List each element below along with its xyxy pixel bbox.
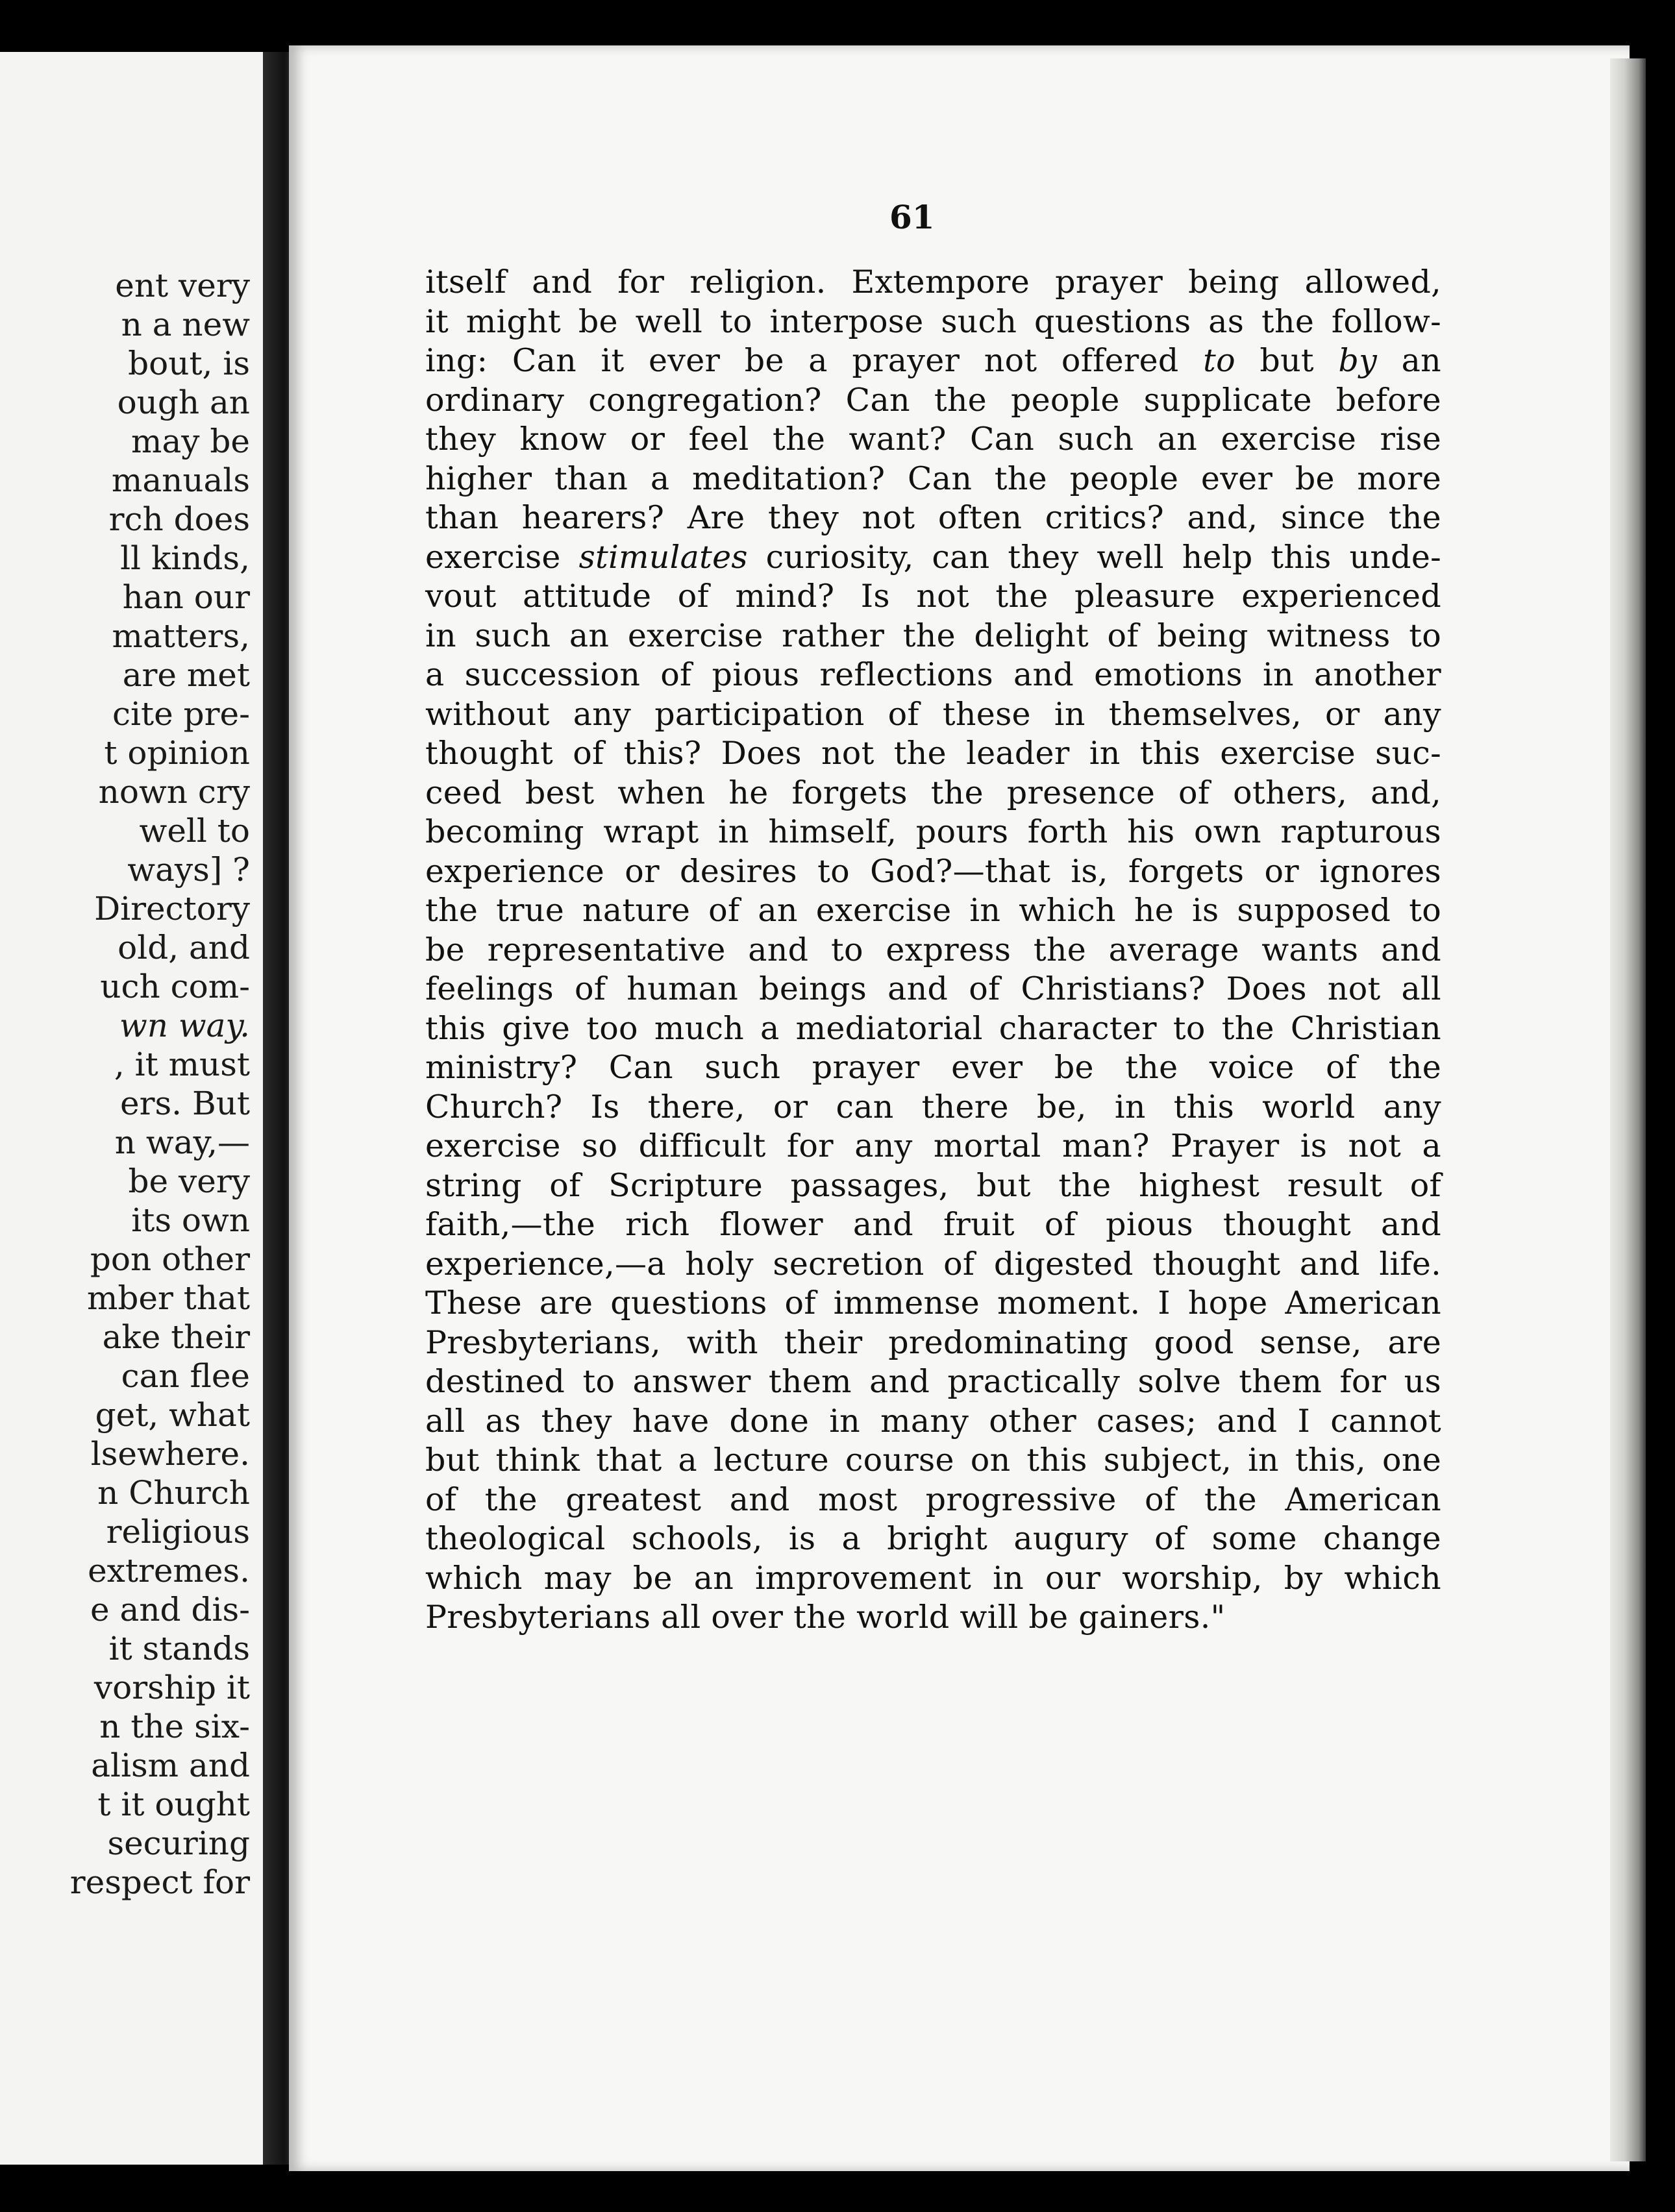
- left-page-line: manuals: [111, 461, 250, 499]
- left-page-line: e and dis-: [90, 1591, 250, 1628]
- text-line: These are questions of immense moment. I hope American: [425, 1284, 1441, 1321]
- text-line: Presbyterians all over the world will be gainers.": [425, 1599, 1226, 1636]
- left-page-line: ough an: [117, 384, 250, 421]
- left-page-line: religious: [106, 1513, 250, 1551]
- left-page-line: nown cry: [98, 773, 250, 811]
- text-line: theological schools, is a bright augury of some change: [425, 1520, 1441, 1557]
- left-page-line: old, and: [118, 929, 250, 966]
- left-page-line: ways] ?: [127, 851, 250, 889]
- left-page-line: respect for: [69, 1863, 250, 1901]
- left-page-line: matters,: [112, 617, 250, 655]
- left-page-line: securing: [107, 1825, 250, 1862]
- left-page-line: well to: [139, 812, 250, 850]
- left-page-line: alism and: [91, 1747, 250, 1784]
- left-page-line: n Church: [97, 1474, 250, 1512]
- text-line: ing: Can it ever be a prayer not offered to but by an: [425, 342, 1441, 379]
- text-line: experience or desires to God?—that is, forgets or ignores: [425, 852, 1441, 890]
- text-line: ceed best when he forgets the presence of others, and,: [425, 774, 1441, 811]
- left-page-line: t it ought: [97, 1786, 250, 1823]
- text-line: Presbyterians, with their predominating good sense, are: [425, 1323, 1441, 1361]
- text-line: it might be well to interpose such questions as the follow-: [425, 302, 1441, 340]
- text-line: all as they have done in many other cases; and I cannot: [425, 1402, 1441, 1440]
- text-line: exercise stimulates curiosity, can they well help this unde-: [425, 538, 1441, 576]
- left-page-line: ll kinds,: [120, 539, 250, 577]
- page-edge: [1610, 58, 1646, 2161]
- left-page-line: can flee: [121, 1357, 250, 1395]
- text-line: in such an exercise rather the delight of being witness to: [425, 617, 1441, 654]
- left-page-line: its own: [131, 1201, 250, 1239]
- text-line: without any participation of these in themselves, or any: [425, 695, 1441, 733]
- page-number: 61: [889, 198, 935, 236]
- left-page-line: ers. But: [120, 1085, 250, 1122]
- text-line: thought of this? Does not the leader in this exercise suc-: [425, 735, 1441, 772]
- left-page-line: it stands: [108, 1630, 250, 1667]
- left-page-line: n the six-: [99, 1708, 250, 1745]
- text-line: string of Scripture passages, but the highest result of: [425, 1166, 1441, 1204]
- text-line: they know or feel the want? Can such an exercise rise: [425, 421, 1441, 458]
- text-line: feelings of human beings and of Christians? Does not all: [425, 970, 1441, 1007]
- text-line: Church? Is there, or can there be, in this world any: [425, 1088, 1441, 1125]
- left-page-line: ake their: [102, 1318, 250, 1356]
- text-line: experience,—a holy secretion of digested thought and life.: [425, 1245, 1441, 1283]
- text-line: ordinary congregation? Can the people supplicate before: [425, 381, 1441, 419]
- text-line: than hearers? Are they not often critics? and, since the: [425, 499, 1441, 536]
- text-line: a succession of pious reflections and emotions in another: [425, 656, 1441, 693]
- left-page-line: han our: [122, 578, 250, 616]
- text-line: faith,—the rich flower and fruit of pious thought and: [425, 1206, 1441, 1243]
- left-page-line: , it must: [114, 1046, 250, 1083]
- left-page: [0, 52, 263, 2165]
- left-page-line: Directory: [94, 890, 250, 928]
- text-line: be representative and to express the average wants and: [425, 931, 1441, 968]
- text-line: which may be an improvement in our worship, by which: [425, 1559, 1441, 1597]
- left-page-line: pon other: [90, 1240, 250, 1278]
- text-line: this give too much a mediatorial character to the Christian: [425, 1009, 1441, 1047]
- text-line: of the greatest and most progressive of the American: [425, 1481, 1441, 1518]
- text-line: ministry? Can such prayer ever be the voice of the: [425, 1049, 1441, 1086]
- body-text: [425, 263, 1441, 1638]
- left-page-line: get, what: [95, 1396, 250, 1434]
- left-page-line: bout, is: [128, 345, 250, 382]
- text-line: exercise so difficult for any mortal man? Prayer is not a: [425, 1127, 1441, 1164]
- text-line: but think that a lecture course on this subject, in this, one: [425, 1442, 1441, 1479]
- text-line: becoming wrapt in himself, pours forth his own rapturous: [425, 813, 1441, 850]
- left-page-line: cite pre-: [112, 695, 250, 733]
- text-line: destined to answer them and practically solve them for us: [425, 1363, 1441, 1400]
- left-page-line: mber that: [86, 1279, 250, 1317]
- left-page-line: wn way.: [119, 1007, 250, 1044]
- left-page-line: extremes.: [88, 1552, 250, 1590]
- text-line: the true nature of an exercise in which he is supposed to: [425, 892, 1441, 929]
- left-page-line: lsewhere.: [90, 1435, 250, 1473]
- left-page-line: vorship it: [93, 1669, 250, 1706]
- text-line: higher than a meditation? Can the people ever be more: [425, 460, 1441, 497]
- text-line: itself and for religion. Extempore prayer being allowed,: [425, 264, 1441, 301]
- left-page-line: uch com-: [100, 968, 250, 1005]
- left-page-line: n a new: [121, 306, 250, 343]
- left-page-line: n way,—: [114, 1124, 250, 1161]
- left-page-line: ent very: [115, 267, 250, 304]
- text-line: vout attitude of mind? Is not the pleasure experienced: [425, 578, 1441, 615]
- left-page-line: are met: [122, 656, 250, 694]
- left-page-line: be very: [128, 1162, 250, 1200]
- left-page-line: may be: [131, 423, 250, 460]
- left-page-line: rch does: [108, 500, 250, 538]
- left-page-line: t opinion: [104, 734, 250, 772]
